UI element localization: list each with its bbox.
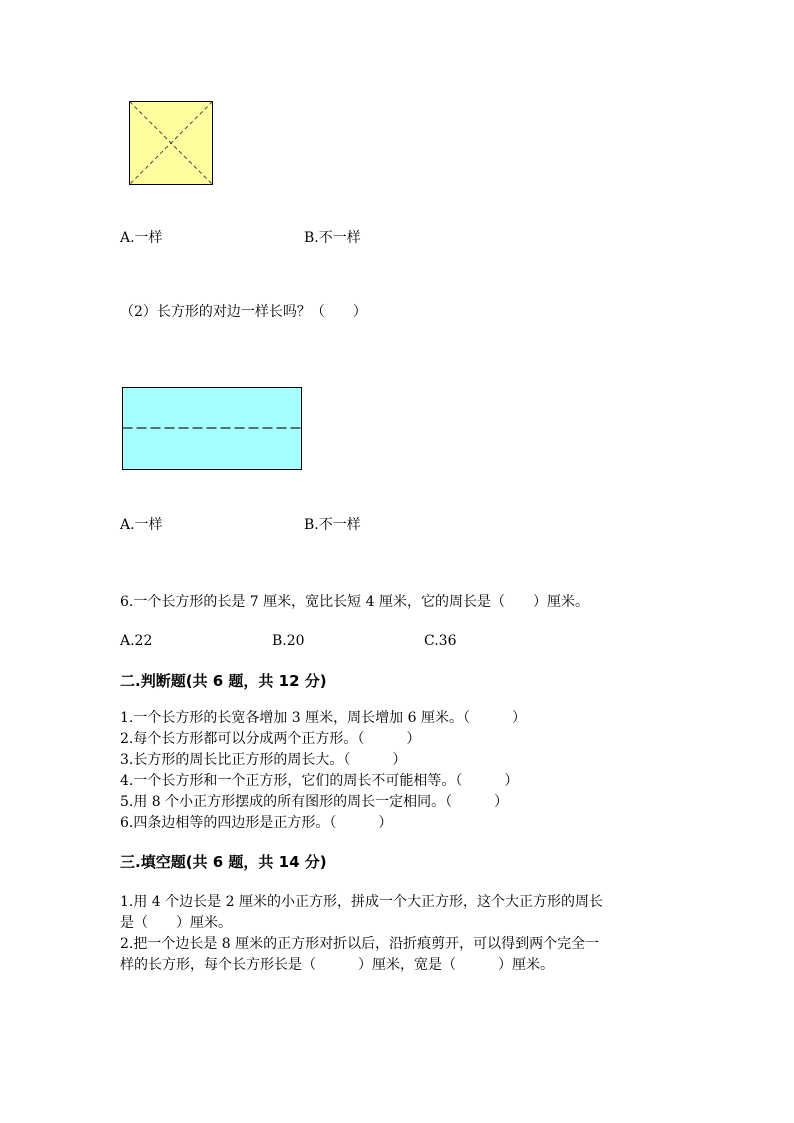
q6-option-a[interactable]: A.22 xyxy=(120,633,153,649)
judge-item-1: 1.一个长方形的长宽各增加 3 厘米，周长增加 6 厘米。（ ） xyxy=(120,710,526,726)
judge-item-3: 3.长方形的周长比正方形的周长大。（ ） xyxy=(120,752,407,768)
square-figure xyxy=(128,100,216,188)
rectangle-figure xyxy=(121,386,305,474)
q5-part2-option-b[interactable]: B.不一样 xyxy=(304,517,361,533)
q5-part2-prompt: （2）长方形的对边一样长吗？（ ） xyxy=(120,304,367,320)
q5-part1-option-b[interactable]: B.不一样 xyxy=(304,230,361,246)
judge-item-6: 6.四条边相等的四边形是正方形。（ ） xyxy=(120,815,393,831)
q6-option-c[interactable]: C.36 xyxy=(424,633,457,649)
fill-item-2-line1: 2.把一个边长是 8 厘米的正方形对折以后，沿折痕剪开，可以得到两个完全一 xyxy=(120,936,600,952)
fill-item-1-line2: 是（ ）厘米。 xyxy=(120,915,232,931)
fill-item-1-line1: 1.用 4 个边长是 2 厘米的小正方形，拼成一个大正方形，这个大正方形的周长 xyxy=(120,894,603,910)
q6-prompt: 6.一个长方形的长是 7 厘米，宽比长短 4 厘米，它的周长是（ ）厘米。 xyxy=(120,594,589,610)
section3-title: 三.填空题(共 6 题，共 14 分) xyxy=(120,853,327,871)
fill-item-2-line2: 样的长方形，每个长方形长是（ ）厘米，宽是（ ）厘米。 xyxy=(120,957,554,973)
q5-part2-option-a[interactable]: A.一样 xyxy=(120,517,163,533)
section2-title: 二.判断题(共 6 题，共 12 分) xyxy=(120,672,327,690)
judge-item-5: 5.用 8 个小正方形摆成的所有图形的周长一定相同。（ ） xyxy=(120,794,509,810)
judge-item-4: 4.一个长方形和一个正方形，它们的周长不可能相等。（ ） xyxy=(120,773,519,789)
q5-part1-option-a[interactable]: A.一样 xyxy=(120,230,163,246)
q6-option-b[interactable]: B.20 xyxy=(272,633,305,649)
judge-item-2: 2.每个长方形都可以分成两个正方形。（ ） xyxy=(120,731,421,747)
